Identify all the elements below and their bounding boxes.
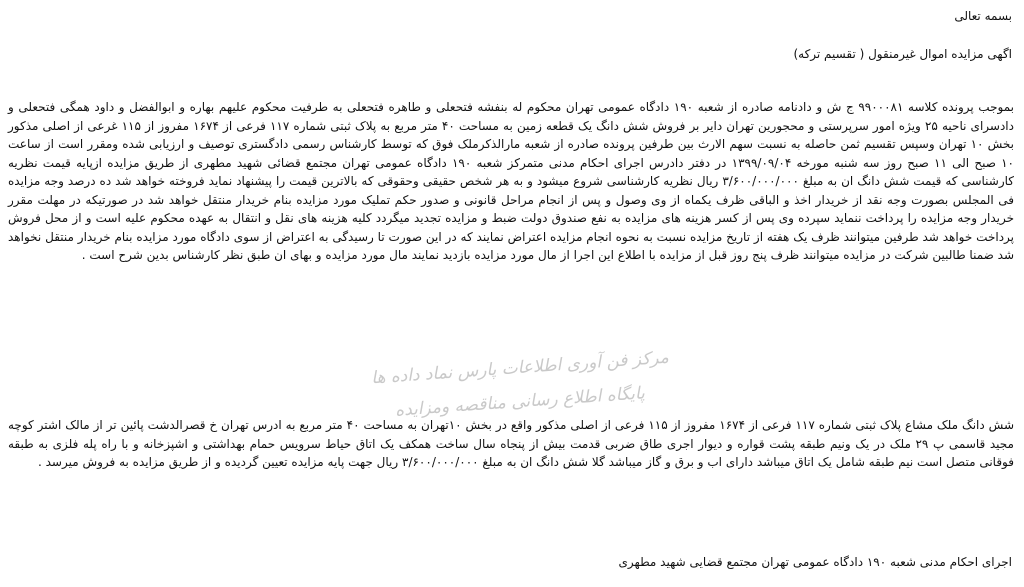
watermark-line-2: پایگاه اطلاع رسانی مناقصه ومزایده <box>394 383 646 421</box>
issuer-signature: اجرای احکام مدنی شعبه ۱۹۰ دادگاه عمومی تهران مجتمع قضایی شهید مطهری <box>618 555 1012 569</box>
notice-title: اگهی مزایده اموال غیرمنقول ( تقسیم ترکه) <box>793 47 1012 61</box>
notice-paragraph-2: شش دانگ ملک مشاع پلاک ثبتی شماره ۱۱۷ فرعی از ۱۶۷۴ مفروز از ۱۱۵ فرعی از اصلی مذکور واقع در بخش ۱۰تهران به مساحت ۴۰ متر مربع به ادرس تهران خ قصرالدشت پائین تر از مالک اشتر کوچه مجید قاسمی پ ۲۹ ملک در یک ونیم طبقه پشت قواره و دیوار اجری طاق ضربی قدمت بیش از پنجاه سال ساخت همکف یک اتاق حیاط سرویس حمام بهداشتی و اشپزخانه و با راه پله فلزی به طبقه فوقانی متصل است نیم طبقه شامل یک اتاق میباشد دارای اب و برق و گاز میباشد گلا شش دانگ ان به مبلغ ۳/۶۰۰/۰۰۰/۰۰۰ ریال جهت پایه مزایده تعیین گردیده و از طریق مزایده به فروش میرسد . <box>8 418 1015 469</box>
notice-paragraph-1: بموجب پرونده کلاسه ۹۹۰۰۰۸۱ ج ش و دادنامه صادره از شعبه ۱۹۰ دادگاه عمومی تهران محکوم له بنفشه فتحعلی و طاهره فتحعلی به طرفیت محکوم علیهم بهاره و ابوالفضل و داود همگی فتحعلی و دادسرای ناحیه ۲۵ ویژه امور سرپرستی و محجورین تهران دایر بر فروش شش دانگ یک قطعه زمین به مساحت ۴۰ متر مربع به پلاک ثبتی شماره ۱۱۷ فرعی از ۱۶۷۴ مفروز از ۱۱۵ غرعی از اصلی مذکور بخش ۱۰ تهران وسپس تقسیم ثمن حاصله به نسبت سهم الارث بین طرفین پرونده صادره از شعبه مارالذکرملک فوق که توسط کارشناس رسمی دادگستری توصیف و ارزیابی شده ومقرر است از ساعت ۱۰ صبح الی ۱۱ صبح روز سه شنبه مورخه ۱۳۹۹/۰۹/۰۴ در دفتر دادرس اجرای احکام مدنی متمرکز شعبه ۱۹۰ دادگاه عمومی تهران مجتمع قضائی شهید مطهری از طریق مزایده ازپایه قیمت نظریه کارشناسی که قیمت شش دانگ ان به مبلغ ۳/۶۰۰/۰۰۰/۰۰۰ ریال نظریه کارشناسی شروع میشود و به هر شخص حقیقی وحقوقی که بالاترین قیمت را پیشنهاد نماید فروخته خواهد شد ده درصد وجه مزایده فی المجلس بصورت وجه نقد از خریدار اخذ و الباقی ظرف یکماه از وی وصول و پس از انجام مراحل قانونی و صدور حکم تملیک مورد مزایده بنام خریدار منتقل خواهد شد در صورتیکه در مهلت مقرر خریدار وجه مزایده را پرداخت ننماید سپرده وی پس از کسر هزینه های مزایده به نفع صندوق دولت ضبط و مزایده تجدید میگردد کلیه هزینه های نقل و انتقال به عهده محکوم علیه است و از محل فروش پرداخت خواهد شد طرفین میتوانند ظرف یک هفته از تاریخ مزایده نسبت به نحوه انجام مزایده اعتراض نمایند که در این صورت تا رسیدگی به اعتراض از سوی دادگاه مورد مزایده بنام خریدار منتقل نخواهد شد ضمنا طالبین شرکت در مزایده میتوانند ظرف پنج روز قبل از مزایده با اطلاع این اجرا از مال مورد مزایده بازدید نمایند مال مورد مزایده و بهای ان طبق نظر کارشناس بدین شرح است . <box>8 100 1015 262</box>
watermark-line-1: مرکز فن آوری اطلاعات پارس نماد داده ها <box>370 347 670 389</box>
bismillah-heading: بسمه تعالی <box>954 9 1012 23</box>
